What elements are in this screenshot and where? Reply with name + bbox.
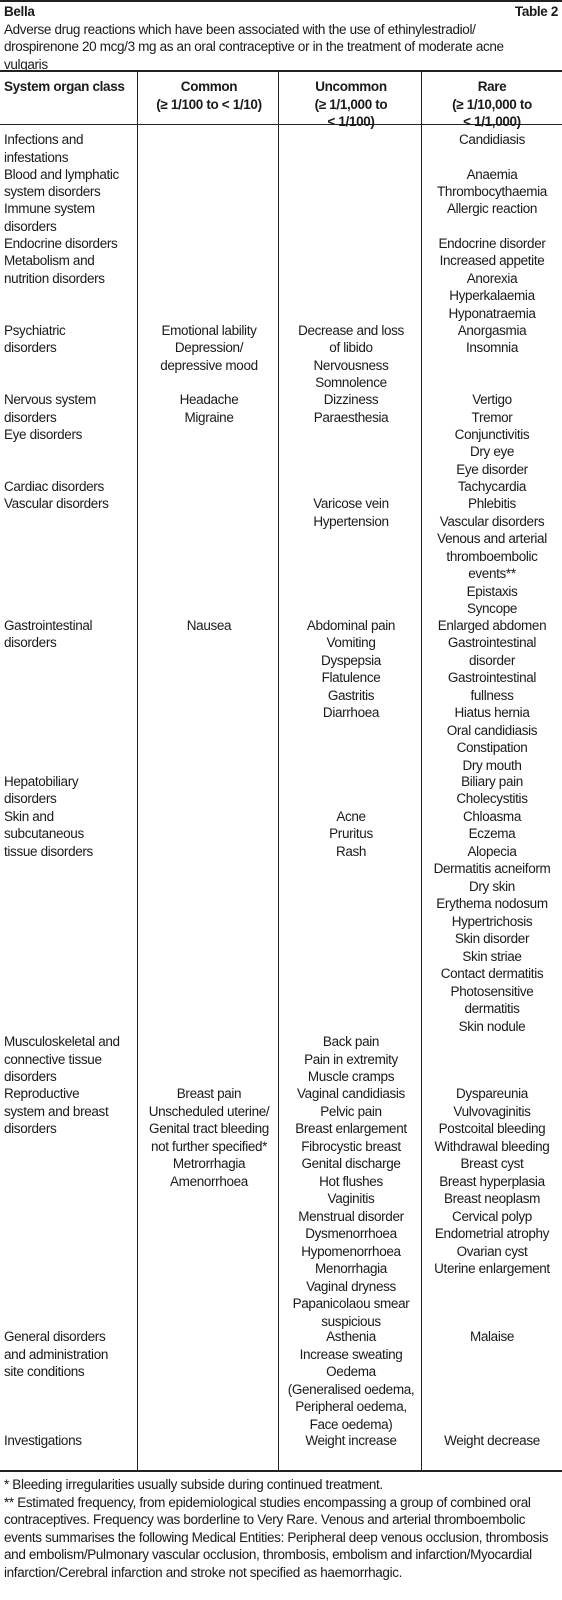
cell-line: Epistaxis (466, 583, 518, 599)
table-cell-common (140, 617, 278, 635)
cell-line: Syncope (466, 601, 518, 617)
cell-line: Gastrointestinal (4, 617, 93, 633)
table-cell-rare (424, 391, 560, 426)
column-header-soc: System organ class (4, 79, 125, 94)
column-header-rare (424, 78, 560, 131)
cell-line: disorders (4, 1121, 57, 1137)
cell-line: Infections and (4, 132, 84, 147)
table-cell-system-organ-class (4, 426, 136, 444)
table-cell-rare (424, 808, 560, 1036)
table-cell-rare (424, 166, 560, 201)
cell-line: Peripheral oedema, (295, 1399, 407, 1415)
cell-line: Anaemia (466, 166, 518, 182)
table-cell-common (140, 391, 278, 426)
table-cell-system-organ-class (4, 1432, 136, 1450)
cell-line: Skin nodule (458, 1018, 526, 1034)
cell-line: General disorders (4, 1329, 106, 1345)
cell-line: Endocrine disorder (438, 236, 546, 252)
cell-line: Asthenia (326, 1329, 376, 1345)
cell-line: Anorexia (466, 270, 518, 286)
cell-line: connective tissue (4, 1051, 102, 1067)
table-header (4, 3, 558, 73)
cell-line: Papanicolaou smear (292, 1296, 410, 1312)
cell-line: Fibrocystic breast (301, 1138, 401, 1154)
adverse-reactions-table (0, 70, 562, 1472)
column-header-line: Rare (477, 79, 507, 94)
cell-line: Venous and arterial (437, 531, 547, 547)
cell-line: disorders (4, 791, 57, 807)
cell-line: system disorders (4, 184, 101, 200)
table-cell-rare (424, 131, 560, 149)
cell-line: Weight increase (305, 1433, 397, 1449)
table-cell-rare (424, 478, 560, 496)
cell-line: Uterine enlargement (434, 1261, 550, 1277)
table-cell-rare (424, 1432, 560, 1450)
cell-line: Nervousness (313, 357, 389, 373)
column-header-line: (≥ 1/1,000 to (314, 96, 388, 112)
cell-line: Pruritus (329, 826, 373, 842)
cell-line: Nervous system (4, 392, 96, 408)
cell-line: Conjunctivitis (454, 426, 530, 442)
cell-line: Unscheduled uterine/ (148, 1103, 270, 1119)
cell-line: suspicious (321, 1313, 381, 1329)
column-header-uncommon (281, 78, 421, 131)
table-cell-uncommon (281, 1432, 421, 1450)
table-cell-rare (424, 235, 560, 253)
column-divider (421, 72, 422, 1470)
table-cell-uncommon (281, 495, 421, 530)
cell-line: Constipation (456, 740, 528, 756)
table-cell-system-organ-class (4, 131, 136, 166)
cell-line: Hiatus hernia (454, 705, 530, 721)
cell-line: site conditions (4, 1364, 85, 1380)
cell-line: of libido (329, 340, 373, 356)
table-cell-system-organ-class (4, 478, 136, 496)
table-cell-system-organ-class (4, 1085, 136, 1138)
cell-line: Dizziness (323, 392, 379, 408)
cell-line: Contact dermatitis (440, 966, 544, 982)
cell-line: Enlarged abdomen (437, 617, 547, 633)
table-cell-system-organ-class (4, 1033, 136, 1086)
cell-line: Gastritis (327, 687, 375, 703)
cell-line: Anorgasmia (457, 322, 527, 338)
cell-line: Vaginal dryness (306, 1278, 396, 1294)
cell-line: Vaginal candidiasis (297, 1086, 405, 1102)
column-header-common (140, 78, 278, 113)
column-header-line: (≥ 1/10,000 to (452, 96, 532, 112)
cell-line: Chloasma (463, 808, 521, 824)
column-divider (137, 72, 138, 1470)
cell-line: Flatulence (321, 670, 381, 686)
column-header-line: (≥ 1/100 to < 1/10) (156, 96, 262, 112)
cell-line: Varicose vein (313, 496, 389, 512)
cell-line: Cervical polyp (452, 1208, 532, 1224)
cell-line: Cardiac disorders (4, 479, 104, 494)
table-cell-rare (424, 1085, 560, 1278)
cell-line: Biliary pain (461, 773, 523, 789)
footnote: ** Estimated frequency, from epidemiological studies encompassing a group of combined oral contraceptives. Frequency was borderline to Very Rare. Venous and arterial thromboembolic events summarises the following Medical Entities: Peripheral deep venous occlusion, thrombosis and embolism/Pulmonary vascular occlusion, thrombosis, embolism and infarction/Myocardial infarction/Cerebral infarction and stroke not specified as haemorrhagic. (4, 1494, 549, 1580)
cell-line: disorders (4, 635, 57, 651)
cell-line: Tremor (471, 409, 513, 425)
cell-line: Oral candidiasis (446, 722, 538, 738)
cell-line: and administration (4, 1346, 109, 1362)
cell-line: Migraine (184, 409, 234, 425)
footnote: * Bleeding irregularities usually subside during continued treatment. (4, 1477, 383, 1492)
cell-line: Dry mouth (462, 757, 522, 773)
cell-line: Reproductive (4, 1086, 80, 1102)
cell-line: infestations (4, 149, 69, 165)
cell-line: depressive mood (160, 357, 258, 373)
cell-line: Musculoskeletal and (4, 1034, 120, 1050)
table-cell-system-organ-class (4, 808, 136, 861)
cell-line: Hot flushes (319, 1173, 383, 1189)
cell-line: Postcoital bleeding (438, 1121, 546, 1137)
cell-line: Endocrine disorders (4, 236, 118, 252)
cell-line: Immune system (4, 201, 95, 217)
cell-line: Menstrual disorder (298, 1208, 404, 1224)
cell-line: Vascular disorders (439, 513, 545, 529)
table-label: Table 2 (514, 4, 558, 19)
cell-line: Malaise (469, 1329, 515, 1345)
table-cell-uncommon (281, 322, 421, 392)
cell-line: Hypertension (313, 513, 389, 529)
cell-line: not further specified* (150, 1138, 268, 1154)
cell-line: Thrombocythaemia (437, 184, 547, 200)
table-cell-rare (424, 426, 560, 479)
cell-line: Gastrointestinal (447, 670, 537, 686)
cell-line: Dermatitis acneiform (433, 861, 551, 877)
cell-line: Dry eye (469, 444, 515, 460)
cell-line: Genital tract bleeding (149, 1121, 269, 1137)
cell-line: Dysmenorrhoea (305, 1226, 397, 1242)
cell-line: disorders (4, 1069, 57, 1085)
cell-line: thromboembolic (446, 548, 538, 564)
cell-line: Amenorrhoea (170, 1173, 248, 1189)
cell-line: Psychiatric (4, 322, 66, 338)
table-cell-system-organ-class (4, 773, 136, 808)
cell-line: Headache (179, 392, 239, 408)
cell-line: tissue disorders (4, 843, 93, 859)
cell-line: Back pain (322, 1034, 380, 1050)
cell-line: Breast cyst (460, 1156, 524, 1172)
cell-line: Eczema (468, 826, 516, 842)
cell-line: Vaginitis (327, 1191, 375, 1207)
cell-line: Breast enlargement (295, 1121, 407, 1137)
cell-line: Pain in extremity (304, 1051, 398, 1067)
cell-line: Pelvic pain (320, 1103, 382, 1119)
table-cell-system-organ-class (4, 252, 136, 287)
cell-line: Phlebitis (468, 496, 516, 512)
cell-line: Hypomenorrhoea (301, 1243, 401, 1259)
cell-line: Abdominal pain (306, 617, 396, 633)
table-cell-common (140, 322, 278, 375)
column-header-line: Common (180, 79, 238, 94)
cell-line: events** (468, 566, 516, 582)
cell-line: Insomnia (466, 340, 518, 356)
cell-line: Hepatobiliary (4, 773, 79, 789)
table-cell-common (140, 1085, 278, 1190)
cell-line: Gastrointestinal (447, 635, 537, 651)
cell-line: disorders (4, 218, 57, 234)
table-cell-uncommon (281, 1085, 421, 1330)
cell-line: disorder (469, 652, 515, 668)
cell-line: disorders (4, 409, 57, 425)
cell-line: dermatitis (464, 1001, 520, 1017)
cell-line: Depression/ (174, 340, 244, 356)
cell-line: Face oedema) (309, 1416, 393, 1432)
table-cell-rare (424, 773, 560, 808)
cell-line: Skin disorder (454, 931, 530, 947)
cell-line: Withdrawal bleeding (434, 1138, 550, 1154)
cell-line: Hyperkalaemia (449, 288, 535, 304)
cell-line: (Generalised oedema, (287, 1381, 415, 1397)
cell-line: Diarrhoea (322, 705, 380, 721)
table-cell-rare (424, 1328, 560, 1346)
cell-line: Alopecia (467, 843, 517, 859)
cell-line: Erythema nodosum (436, 896, 548, 912)
cell-line: Metabolism and (4, 253, 95, 269)
cell-line: Metrorrhagia (172, 1156, 246, 1172)
table-cell-uncommon (281, 1328, 421, 1433)
cell-line: Oedema (326, 1364, 376, 1380)
cell-line: Dry skin (469, 878, 515, 894)
cell-line: Cholecystitis (456, 791, 528, 807)
cell-line: Emotional lability (161, 322, 257, 338)
column-divider (278, 72, 279, 1470)
column-header-line: < 1/100) (327, 114, 375, 129)
cell-line: system and breast (4, 1103, 109, 1119)
cell-line: Skin striae (462, 948, 522, 964)
cell-line: Paraesthesia (313, 409, 389, 425)
table-cell-rare (424, 200, 560, 218)
cell-line: Decrease and loss (298, 322, 404, 338)
cell-line: fullness (470, 687, 514, 703)
table-cell-uncommon (281, 391, 421, 426)
cell-line: Tachycardia (457, 479, 527, 494)
cell-line: Hypertrichosis (451, 913, 533, 929)
cell-line: Increase sweating (299, 1346, 403, 1362)
table-cell-rare (424, 252, 560, 322)
table-cell-system-organ-class (4, 235, 136, 253)
cell-line: disorders (4, 340, 57, 356)
table-cell-rare (424, 322, 560, 357)
table-cell-system-organ-class (4, 391, 136, 426)
cell-line: Increased appetite (439, 253, 545, 269)
cell-line: Weight decrease (444, 1433, 540, 1449)
table-cell-system-organ-class (4, 200, 136, 235)
cell-line: Vertigo (472, 392, 512, 408)
cell-line: Eye disorders (4, 426, 82, 442)
cell-line: Dyspareunia (456, 1086, 528, 1102)
cell-line: Rash (335, 843, 367, 859)
cell-line: Vulvovaginitis (453, 1103, 531, 1119)
table-cell-system-organ-class (4, 617, 136, 652)
cell-line: Endometrial atrophy (434, 1226, 550, 1242)
cell-line: Blood and lymphatic (4, 166, 119, 182)
cell-line: Ovarian cyst (456, 1243, 528, 1259)
cell-line: Skin and (4, 808, 54, 824)
cell-line: Vascular disorders (4, 496, 109, 512)
cell-line: subcutaneous (4, 826, 84, 842)
cell-line: Dyspepsia (321, 652, 381, 668)
table-cell-system-organ-class (4, 1328, 136, 1381)
cell-line: Nausea (186, 617, 232, 633)
table-cell-uncommon (281, 808, 421, 861)
column-header-line: < 1/1,000) (463, 114, 521, 129)
cell-line: Somnolence (315, 375, 387, 391)
table-cell-rare (424, 495, 560, 618)
table-cell-rare (424, 617, 560, 775)
cell-line: nutrition disorders (4, 270, 105, 286)
cell-line: Candidiasis (459, 132, 525, 147)
column-header-line: Uncommon (315, 79, 387, 94)
cell-line: Photosensitive (450, 983, 534, 999)
cell-line: Menorrhagia (315, 1261, 387, 1277)
table-cell-system-organ-class (4, 166, 136, 201)
table-cell-uncommon (281, 1033, 421, 1086)
product-name: Bella (4, 4, 35, 19)
footnotes (4, 1476, 556, 1581)
table-cell-uncommon (281, 617, 421, 722)
cell-line: Hyponatraemia (448, 305, 536, 321)
cell-line: Allergic reaction (446, 201, 538, 217)
cell-line: Vomiting (326, 635, 376, 651)
table-cell-system-organ-class (4, 495, 136, 513)
cell-line: Genital discharge (301, 1156, 401, 1172)
cell-line: Breast hyperplasia (439, 1173, 545, 1189)
cell-line: Eye disorder (456, 461, 528, 477)
cell-line: Acne (336, 808, 366, 824)
cell-line: Investigations (4, 1433, 82, 1449)
cell-line: Muscle cramps (307, 1069, 395, 1085)
title-row (4, 3, 558, 21)
top-rule (0, 0, 562, 2)
table-cell-system-organ-class (4, 322, 136, 357)
table-caption: Adverse drug reactions which have been associated with the use of ethinylestradiol/ drospirenone 20 mcg/3 mg as an oral contraceptive or in the treatment of moderate acne vulgaris (4, 21, 504, 72)
cell-line: Breast pain (176, 1086, 242, 1102)
cell-line: Breast neoplasm (443, 1191, 541, 1207)
